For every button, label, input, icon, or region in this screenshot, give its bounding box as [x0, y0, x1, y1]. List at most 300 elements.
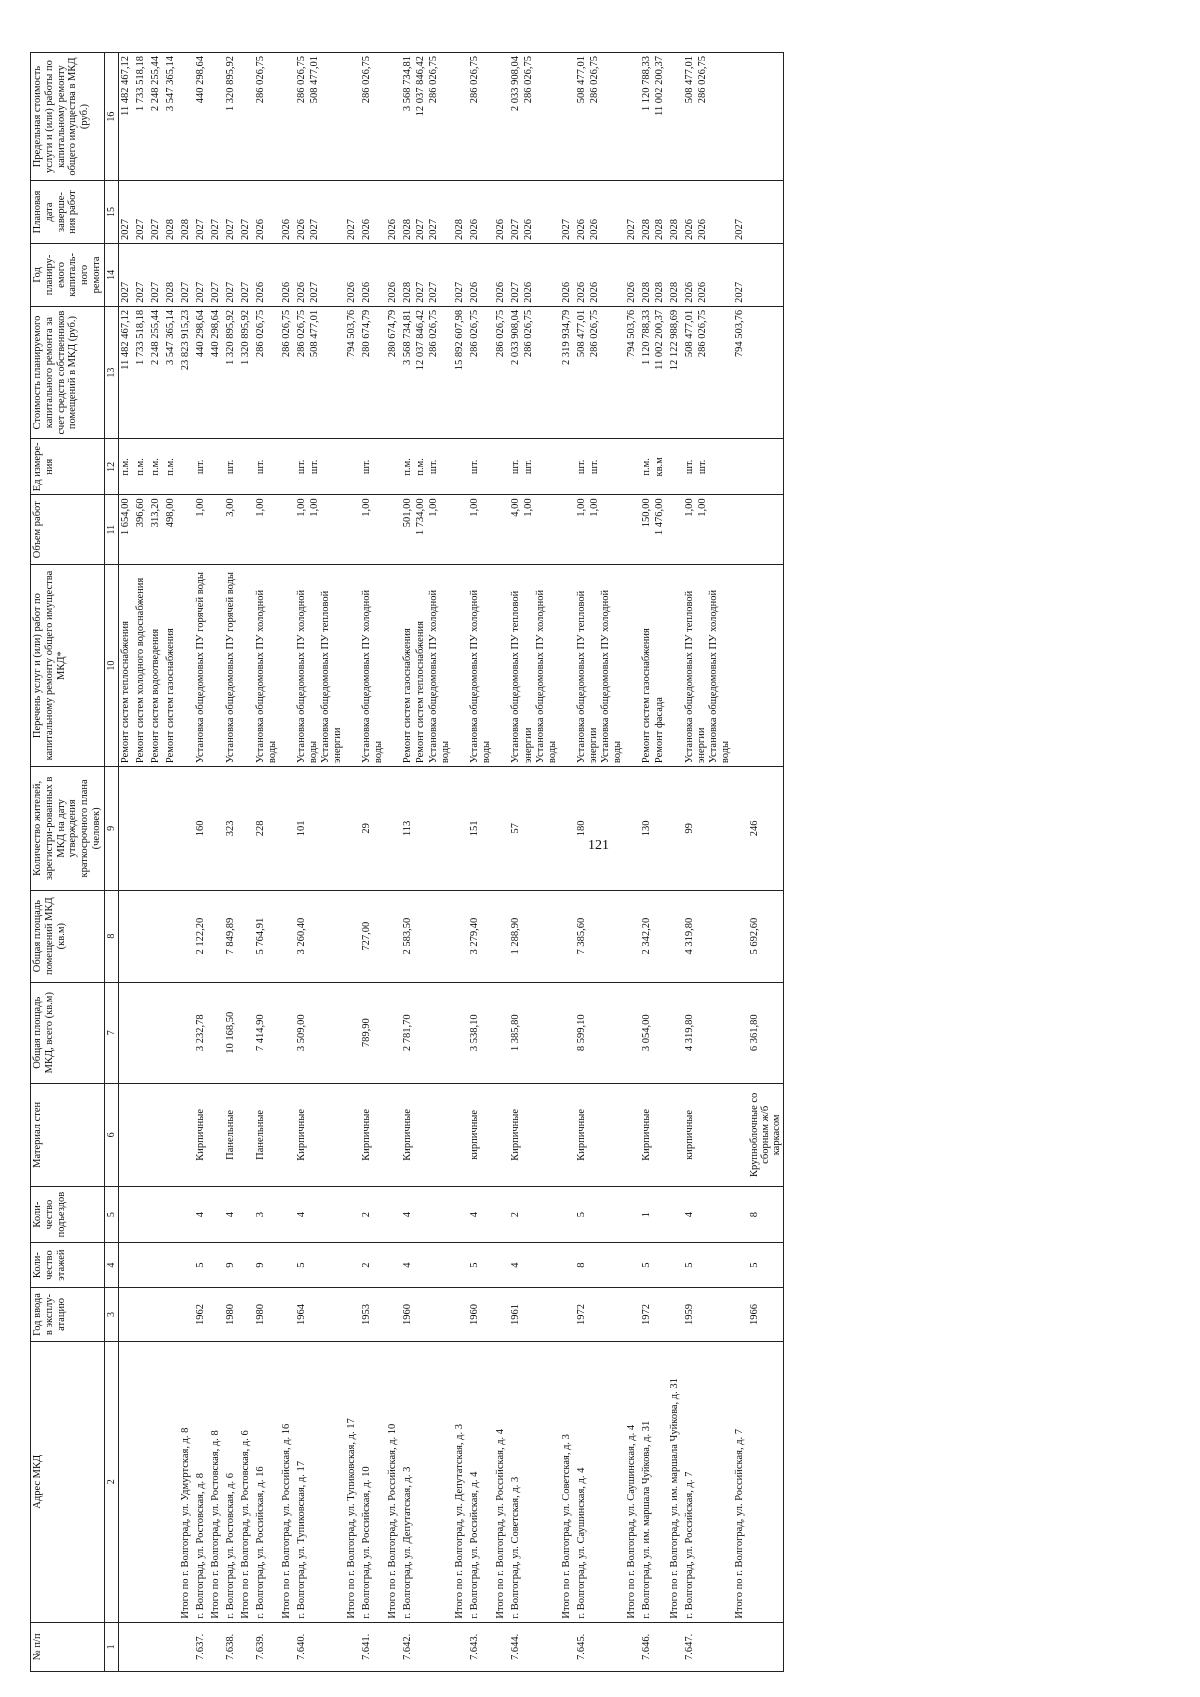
volume-cell — [468, 495, 494, 565]
cost-cell-line: 2 319 934,79 — [560, 309, 572, 365]
unit-cell-line: п.м. — [164, 458, 176, 476]
floors-cell: 5 — [468, 1243, 494, 1288]
end-date-cell-line: 2027 — [134, 218, 146, 240]
cost-cell — [575, 306, 625, 438]
table-row — [494, 53, 509, 1672]
cost-cell — [118, 306, 134, 438]
residents-cell: 99 — [683, 767, 733, 891]
row-number-cell — [345, 1622, 360, 1671]
table-row — [453, 53, 468, 1672]
unit-cell-line: шт. — [295, 459, 307, 475]
column-number: 1 — [104, 1622, 118, 1671]
limit-cost-cell-line — [734, 56, 747, 177]
address-cell — [164, 1341, 179, 1622]
unit-cell-line: шт. — [469, 459, 481, 475]
cost-cell — [468, 306, 494, 438]
cost-cell — [209, 306, 224, 438]
end-date-cell-line: 2028 — [402, 218, 414, 240]
entrances-cell: 4 — [224, 1187, 239, 1243]
volume-cell — [179, 495, 194, 565]
volume-cell — [453, 495, 468, 565]
works-cell-line: Ремонт систем теплоснабжения — [415, 621, 427, 764]
cost-cell — [164, 306, 179, 438]
total-area-cell: 4 319,80 — [683, 982, 733, 1083]
cost-cell-line: 2 248 255,44 — [149, 309, 161, 365]
end-date-cell-line — [749, 184, 762, 240]
volume-cell-line: 1,00 — [683, 498, 695, 517]
residents-cell — [239, 767, 254, 891]
total-area-cell — [164, 982, 179, 1083]
volume-cell-line — [387, 498, 400, 561]
works-cell-line: Ремонт систем водоотведения — [149, 628, 161, 764]
unit-cell — [468, 439, 494, 495]
table-row — [164, 53, 179, 1672]
table-row — [668, 53, 683, 1672]
wall-material-cell — [345, 1083, 360, 1186]
floors-cell: 9 — [254, 1243, 280, 1288]
total-area-cell: 2 781,70 — [401, 982, 453, 1083]
volume-cell-line: 1 654,00 — [119, 498, 131, 536]
repair-year-cell — [468, 243, 494, 306]
volume-cell-line — [626, 498, 639, 561]
repair-year-cell-line: 2026 — [495, 281, 507, 303]
works-cell-line — [210, 568, 223, 763]
floors-cell — [164, 1243, 179, 1288]
column-number: 10 — [104, 565, 118, 767]
address-cell: Итого по г. Волгоград, ул. Депутатская, д. 3 — [453, 1341, 468, 1622]
unit-cell-line: шт. — [575, 459, 587, 475]
floors-cell — [149, 1243, 164, 1288]
unit-cell — [254, 439, 280, 495]
column-number: 12 — [104, 439, 118, 495]
cost-cell-line: 286 026,75 — [428, 309, 440, 358]
cost-cell-line: 12 122 988,69 — [668, 309, 680, 371]
volume-cell — [560, 495, 575, 565]
works-cell — [494, 565, 509, 767]
cost-cell-line: 3 568 734,81 — [402, 309, 414, 365]
unit-cell — [401, 439, 453, 495]
unit-cell-line — [749, 442, 762, 491]
end-date-cell — [560, 181, 575, 244]
unit-cell — [345, 439, 360, 495]
column-number: 2 — [104, 1341, 118, 1622]
year-built-cell — [733, 1288, 748, 1342]
unit-cell — [194, 439, 209, 495]
row-number-cell: 7.645. — [575, 1622, 625, 1671]
works-cell-line: Установка общедомовых ПУ тепловой энергии — [575, 590, 599, 764]
end-date-cell — [179, 181, 194, 244]
works-cell — [748, 565, 784, 767]
room-area-cell: 4 319,80 — [683, 890, 733, 982]
repair-year-cell — [280, 243, 295, 306]
works-cell-line — [240, 568, 253, 763]
residents-cell — [386, 767, 401, 891]
works-cell — [239, 565, 254, 767]
limit-cost-cell-line: 3 547 365,14 — [164, 56, 176, 112]
repair-year-cell-line: 2027 — [734, 281, 746, 303]
end-date-cell-line: 2027 — [194, 218, 206, 240]
end-date-cell — [345, 181, 360, 244]
end-date-cell — [118, 181, 134, 244]
volume-cell — [683, 495, 733, 565]
address-cell — [118, 1341, 134, 1622]
address-cell: г. Волгоград, ул. Ростовская, д. 6 — [224, 1341, 239, 1622]
repair-year-cell-line: 2026 — [575, 281, 587, 303]
cost-cell — [453, 306, 468, 438]
limit-cost-cell — [575, 53, 625, 181]
limit-cost-cell-line — [495, 56, 508, 177]
unit-cell-line: шт. — [361, 459, 373, 475]
end-date-cell — [280, 181, 295, 244]
floors-cell: 5 — [683, 1243, 733, 1288]
entrances-cell: 8 — [748, 1187, 784, 1243]
cost-cell-line: 280 674,79 — [387, 309, 399, 358]
volume-cell — [118, 495, 134, 565]
volume-cell-line — [561, 498, 574, 561]
end-date-cell-line: 2027 — [209, 218, 221, 240]
column-number: 16 — [104, 53, 118, 181]
repair-year-cell-line: 2027 — [224, 281, 236, 303]
entrances-cell: 3 — [254, 1187, 280, 1243]
residents-cell — [209, 767, 224, 891]
entrances-cell — [560, 1187, 575, 1243]
works-cell-line: Установка общедомовых ПУ холодной воды — [708, 589, 732, 764]
unit-cell-line — [346, 442, 359, 491]
residents-cell: 228 — [254, 767, 280, 891]
volume-cell-line: 4,00 — [510, 498, 522, 517]
end-date-cell — [209, 181, 224, 244]
wall-material-cell: Крупноблочные со сборным ж/б каркасом — [748, 1083, 784, 1186]
address-cell: г. Волгоград, ул. им. маршала Чуйкова, д. 31 — [640, 1341, 668, 1622]
residents-cell: 57 — [509, 767, 559, 891]
volume-cell-line: 1,00 — [361, 498, 373, 517]
works-cell-line: Ремонт систем газоснабжения — [640, 628, 652, 764]
repair-year-cell — [668, 243, 683, 306]
total-area-cell: 6 361,80 — [748, 982, 784, 1083]
repair-year-cell-line: 2027 — [149, 281, 161, 303]
floors-cell: 4 — [509, 1243, 559, 1288]
year-built-cell — [625, 1288, 640, 1342]
end-date-cell — [509, 181, 559, 244]
year-built-cell: 1962 — [194, 1288, 209, 1342]
cost-cell — [668, 306, 683, 438]
table-row — [254, 53, 280, 1672]
room-area-cell: 2 583,50 — [401, 890, 453, 982]
address-cell: Итого по г. Волгоград, ул. Тупиковская, д. 17 — [345, 1341, 360, 1622]
limit-cost-cell-line: 2 033 908,04 — [510, 56, 522, 112]
floors-cell — [560, 1243, 575, 1288]
residents-cell: 113 — [401, 767, 453, 891]
unit-cell-line: п.м. — [415, 458, 427, 476]
residents-cell — [625, 767, 640, 891]
unit-cell — [164, 439, 179, 495]
total-area-cell: 3 232,78 — [194, 982, 209, 1083]
header-cell: Предельная стоимость услуги и (или) работы по капитальному ремонту общего имущества в МКД (руб.) — [31, 53, 105, 181]
unit-cell — [733, 439, 748, 495]
repair-year-cell-line: 2026 — [683, 281, 695, 303]
unit-cell — [179, 439, 194, 495]
works-cell — [625, 565, 640, 767]
cost-cell-line: 794 503,76 — [625, 309, 637, 358]
limit-cost-cell — [149, 53, 164, 181]
year-built-cell: 1959 — [683, 1288, 733, 1342]
end-date-cell-line: 2027 — [415, 218, 427, 240]
wall-material-cell: Кирпичные — [295, 1083, 345, 1186]
works-cell — [179, 565, 194, 767]
end-date-cell-line: 2027 — [560, 218, 572, 240]
floors-cell — [179, 1243, 194, 1288]
end-date-cell-line: 2027 — [625, 218, 637, 240]
header-cell: Количество жителей, зарегистри-рованных в МКД на дату утверждения краткосрочного плана (человек) — [31, 767, 105, 891]
repair-year-cell-line: 2027 — [308, 281, 320, 303]
works-cell-line: Установка общедомовых ПУ тепловой энергии — [319, 590, 343, 764]
residents-cell: 246 — [748, 767, 784, 891]
unit-cell-line: шт. — [683, 459, 695, 475]
room-area-cell: 1 288,90 — [509, 890, 559, 982]
repair-year-cell — [194, 243, 209, 306]
table-row — [194, 53, 209, 1672]
works-cell — [468, 565, 494, 767]
end-date-cell-line: 2026 — [387, 218, 399, 240]
repair-year-cell — [224, 243, 239, 306]
cost-cell-line: 794 503,76 — [734, 309, 746, 358]
end-date-cell-line: 2028 — [164, 218, 176, 240]
wall-material-cell — [625, 1083, 640, 1186]
total-area-cell — [386, 982, 401, 1083]
end-date-cell — [386, 181, 401, 244]
row-number-cell: 7.646. — [640, 1622, 668, 1671]
unit-cell-line: п.м. — [134, 458, 146, 476]
unit-cell-line: шт. — [696, 459, 708, 475]
header-cell: Стоимость планируемого капитального ремонта за счет средств собственников помещений в МКД (руб.) — [31, 306, 105, 438]
header-cell: Объем работ — [31, 495, 105, 565]
column-number: 6 — [104, 1083, 118, 1186]
entrances-cell: 4 — [683, 1187, 733, 1243]
year-built-cell — [345, 1288, 360, 1342]
unit-cell — [560, 439, 575, 495]
table-row — [118, 53, 134, 1672]
repair-year-cell-line — [749, 247, 762, 303]
address-cell: Итого по г. Волгоград, ул. Российская, д. 7 — [733, 1341, 748, 1622]
volume-cell — [134, 495, 149, 565]
unit-cell — [134, 439, 149, 495]
volume-cell-line — [281, 498, 294, 561]
limit-cost-cell — [360, 53, 386, 181]
floors-cell — [453, 1243, 468, 1288]
entrances-cell — [134, 1187, 149, 1243]
works-cell-line: Ремонт систем газоснабжения — [402, 628, 414, 764]
volume-cell-line — [734, 498, 747, 561]
works-cell — [164, 565, 179, 767]
end-date-cell-line: 2026 — [280, 218, 292, 240]
limit-cost-cell — [164, 53, 179, 181]
limit-cost-cell-line — [561, 56, 574, 177]
volume-cell-line: 1,00 — [588, 498, 600, 517]
limit-cost-cell-line — [210, 56, 223, 177]
end-date-cell — [401, 181, 453, 244]
row-number-cell: 7.644. — [509, 1622, 559, 1671]
total-area-cell — [625, 982, 640, 1083]
limit-cost-cell-line — [454, 56, 467, 177]
volume-cell — [748, 495, 784, 565]
year-built-cell — [118, 1288, 134, 1342]
entrances-cell: 1 — [640, 1187, 668, 1243]
end-date-cell — [239, 181, 254, 244]
limit-cost-cell — [668, 53, 683, 181]
volume-cell-line — [346, 498, 359, 561]
residents-cell — [668, 767, 683, 891]
header-cell: Коли-чество этажей — [31, 1243, 105, 1288]
volume-cell — [239, 495, 254, 565]
total-area-cell — [179, 982, 194, 1083]
entrances-cell — [239, 1187, 254, 1243]
residents-cell — [134, 767, 149, 891]
total-area-cell: 10 168,50 — [224, 982, 239, 1083]
cost-cell-line — [749, 310, 762, 435]
volume-cell-line — [495, 498, 508, 561]
total-area-cell: 3 509,00 — [295, 982, 345, 1083]
total-area-cell — [453, 982, 468, 1083]
cost-cell-line: 11 482 467,12 — [119, 309, 131, 370]
year-built-cell — [164, 1288, 179, 1342]
repair-year-cell-line: 2026 — [254, 281, 266, 303]
year-built-cell — [668, 1288, 683, 1342]
volume-cell-line: 1,00 — [254, 498, 266, 517]
wall-material-cell — [164, 1083, 179, 1186]
works-cell-line — [626, 568, 639, 763]
repair-year-cell — [179, 243, 194, 306]
cost-cell-line: 11 002 200,37 — [653, 309, 665, 370]
repair-year-cell-line: 2027 — [239, 281, 251, 303]
works-cell-line — [180, 568, 193, 763]
volume-cell — [668, 495, 683, 565]
unit-cell-line — [210, 442, 223, 491]
column-number-row — [104, 53, 118, 1672]
total-area-cell — [134, 982, 149, 1083]
wall-material-cell — [733, 1083, 748, 1186]
repair-year-cell — [733, 243, 748, 306]
wall-material-cell — [149, 1083, 164, 1186]
address-cell: г. Волгоград, ул. Российская, д. 10 — [360, 1341, 386, 1622]
repair-year-cell-line: 2028 — [164, 281, 176, 303]
end-date-cell-line: 2026 — [295, 218, 307, 240]
header-cell: № п/п — [31, 1622, 105, 1671]
wall-material-cell — [179, 1083, 194, 1186]
end-date-cell-line: 2027 — [149, 218, 161, 240]
works-cell — [194, 565, 209, 767]
row-number-cell: 7.637. — [194, 1622, 209, 1671]
repair-year-cell-line: 2027 — [428, 281, 440, 303]
cost-cell — [149, 306, 164, 438]
end-date-cell — [254, 181, 280, 244]
repair-year-cell-line: 2026 — [361, 281, 373, 303]
residents-cell — [453, 767, 468, 891]
wall-material-cell: Кирпичные — [401, 1083, 453, 1186]
repair-year-cell — [254, 243, 280, 306]
row-number-cell — [209, 1622, 224, 1671]
volume-cell-line: 150,00 — [640, 498, 652, 528]
works-cell-line — [387, 568, 400, 763]
wall-material-cell: Панельные — [254, 1083, 280, 1186]
works-cell — [575, 565, 625, 767]
end-date-cell — [640, 181, 668, 244]
volume-cell — [295, 495, 345, 565]
unit-cell — [509, 439, 559, 495]
limit-cost-cell-line — [346, 56, 359, 177]
volume-cell — [625, 495, 640, 565]
room-area-cell — [209, 890, 224, 982]
limit-cost-cell-line: 1 320 895,92 — [224, 56, 236, 112]
repair-year-cell — [625, 243, 640, 306]
works-cell-line: Установка общедомовых ПУ холодной воды — [599, 589, 623, 764]
total-area-cell: 1 385,80 — [509, 982, 559, 1083]
row-number-cell — [625, 1622, 640, 1671]
limit-cost-cell — [239, 53, 254, 181]
cost-cell — [345, 306, 360, 438]
floors-cell: 4 — [401, 1243, 453, 1288]
total-area-cell: 8 599,10 — [575, 982, 625, 1083]
volume-cell — [733, 495, 748, 565]
address-cell: г. Волгоград, ул. Ростовская, д. 8 — [194, 1341, 209, 1622]
total-area-cell: 789,90 — [360, 982, 386, 1083]
end-date-cell — [224, 181, 239, 244]
works-cell — [386, 565, 401, 767]
entrances-cell: 4 — [468, 1187, 494, 1243]
year-built-cell: 1964 — [295, 1288, 345, 1342]
column-number: 5 — [104, 1187, 118, 1243]
volume-cell — [509, 495, 559, 565]
repair-year-cell — [401, 243, 453, 306]
end-date-cell — [194, 181, 209, 244]
limit-cost-cell-line — [281, 56, 294, 177]
limit-cost-cell-line — [749, 56, 762, 177]
unit-cell — [386, 439, 401, 495]
limit-cost-cell — [401, 53, 453, 181]
cost-cell-line: 1 120 788,33 — [640, 309, 652, 365]
end-date-cell-line: 2027 — [308, 218, 320, 240]
table-row — [575, 53, 625, 1672]
entrances-cell — [209, 1187, 224, 1243]
cost-cell — [179, 306, 194, 438]
row-number-cell: 7.641. — [360, 1622, 386, 1671]
unit-cell — [280, 439, 295, 495]
limit-cost-cell-line: 508 477,01 — [308, 56, 320, 104]
repair-year-cell — [209, 243, 224, 306]
table-row — [733, 53, 748, 1672]
cost-cell-line: 440 298,64 — [209, 309, 221, 358]
floors-cell — [625, 1243, 640, 1288]
row-number-cell — [494, 1622, 509, 1671]
cost-cell-line: 286 026,75 — [280, 309, 292, 358]
end-date-cell-line: 2027 — [224, 218, 236, 240]
repair-year-cell — [494, 243, 509, 306]
unit-cell-line: шт. — [308, 459, 320, 475]
cost-cell-line: 280 674,79 — [361, 309, 373, 358]
limit-cost-cell — [683, 53, 733, 181]
works-cell-line — [749, 568, 762, 763]
end-date-cell-line: 2028 — [668, 218, 680, 240]
limit-cost-cell-line: 286 026,75 — [254, 56, 266, 104]
column-number: 13 — [104, 306, 118, 438]
total-area-cell: 7 414,90 — [254, 982, 280, 1083]
end-date-cell-line: 2026 — [696, 218, 708, 240]
volume-cell — [280, 495, 295, 565]
limit-cost-cell — [194, 53, 209, 181]
volume-cell — [149, 495, 164, 565]
end-date-cell — [164, 181, 179, 244]
cost-cell — [509, 306, 559, 438]
cost-cell-line: 3 547 365,14 — [164, 309, 176, 365]
